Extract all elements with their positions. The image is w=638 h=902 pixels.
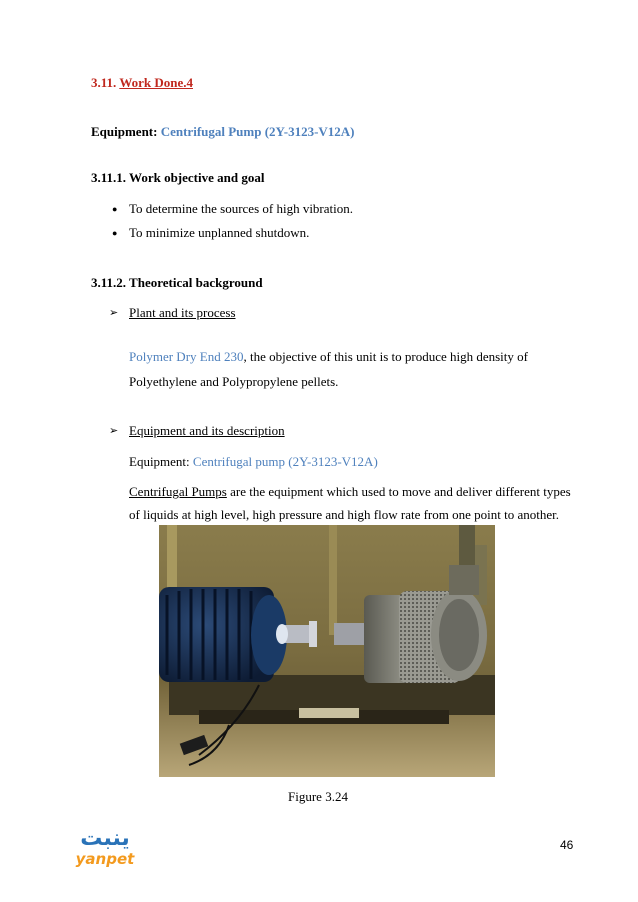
objective-bullet-2: To minimize unplanned shutdown. [129, 225, 310, 240]
logo-arabic-text: ينبت [80, 826, 130, 851]
section-heading [91, 75, 193, 91]
plant-paragraph-line1 [129, 349, 528, 365]
page-number: 46 [560, 838, 574, 852]
objective-heading: 3.11.1. Work objective and goal [91, 170, 265, 185]
equipment-paragraph-line1 [129, 484, 571, 500]
equipment-term: Centrifugal Pumps [129, 484, 227, 499]
section-title: Work Done.4 [119, 75, 193, 90]
equipment-line [91, 124, 355, 140]
bullet-dot-icon: ● [112, 228, 118, 238]
yanpet-logo [70, 828, 140, 878]
background-heading: 3.11.2. Theoretical background [91, 275, 263, 290]
section-number: 3.11. [91, 75, 117, 90]
bullet-dot-icon: ● [112, 204, 118, 214]
equipment-desc-line2: of liquids at high level, high pressure and high flow rate from one point to another. [129, 507, 559, 522]
equipment-desc-label: Equipment: [129, 454, 190, 469]
equipment-desc-line1: are the equipment which used to move and deliver different types [226, 484, 571, 499]
equipment-desc-value: Centrifugal pump (2Y-3123-V12A) [192, 454, 378, 469]
pump-photo [159, 525, 495, 777]
equipment-subheading: Equipment and its description [129, 423, 285, 438]
arrow-bullet-icon: ➢ [109, 307, 119, 319]
plant-highlight: Polymer Dry End 230 [129, 349, 244, 364]
objective-bullet-1: To determine the sources of high vibration. [129, 201, 354, 216]
logo-latin-text: yanpet [75, 850, 135, 868]
plant-text-line2: Polyethylene and Polypropylene pellets. [129, 374, 339, 389]
arrow-bullet-icon: ➢ [109, 425, 119, 437]
equipment-label: Equipment: [91, 124, 158, 139]
equipment-desc-line [129, 454, 378, 470]
figure-caption: Figure 3.24 [288, 789, 348, 804]
plant-subheading: Plant and its process [129, 305, 236, 320]
equipment-value: Centrifugal Pump (2Y-3123-V12A) [160, 124, 355, 139]
plant-text-line1: , the objective of this unit is to produce high density of [243, 349, 528, 364]
